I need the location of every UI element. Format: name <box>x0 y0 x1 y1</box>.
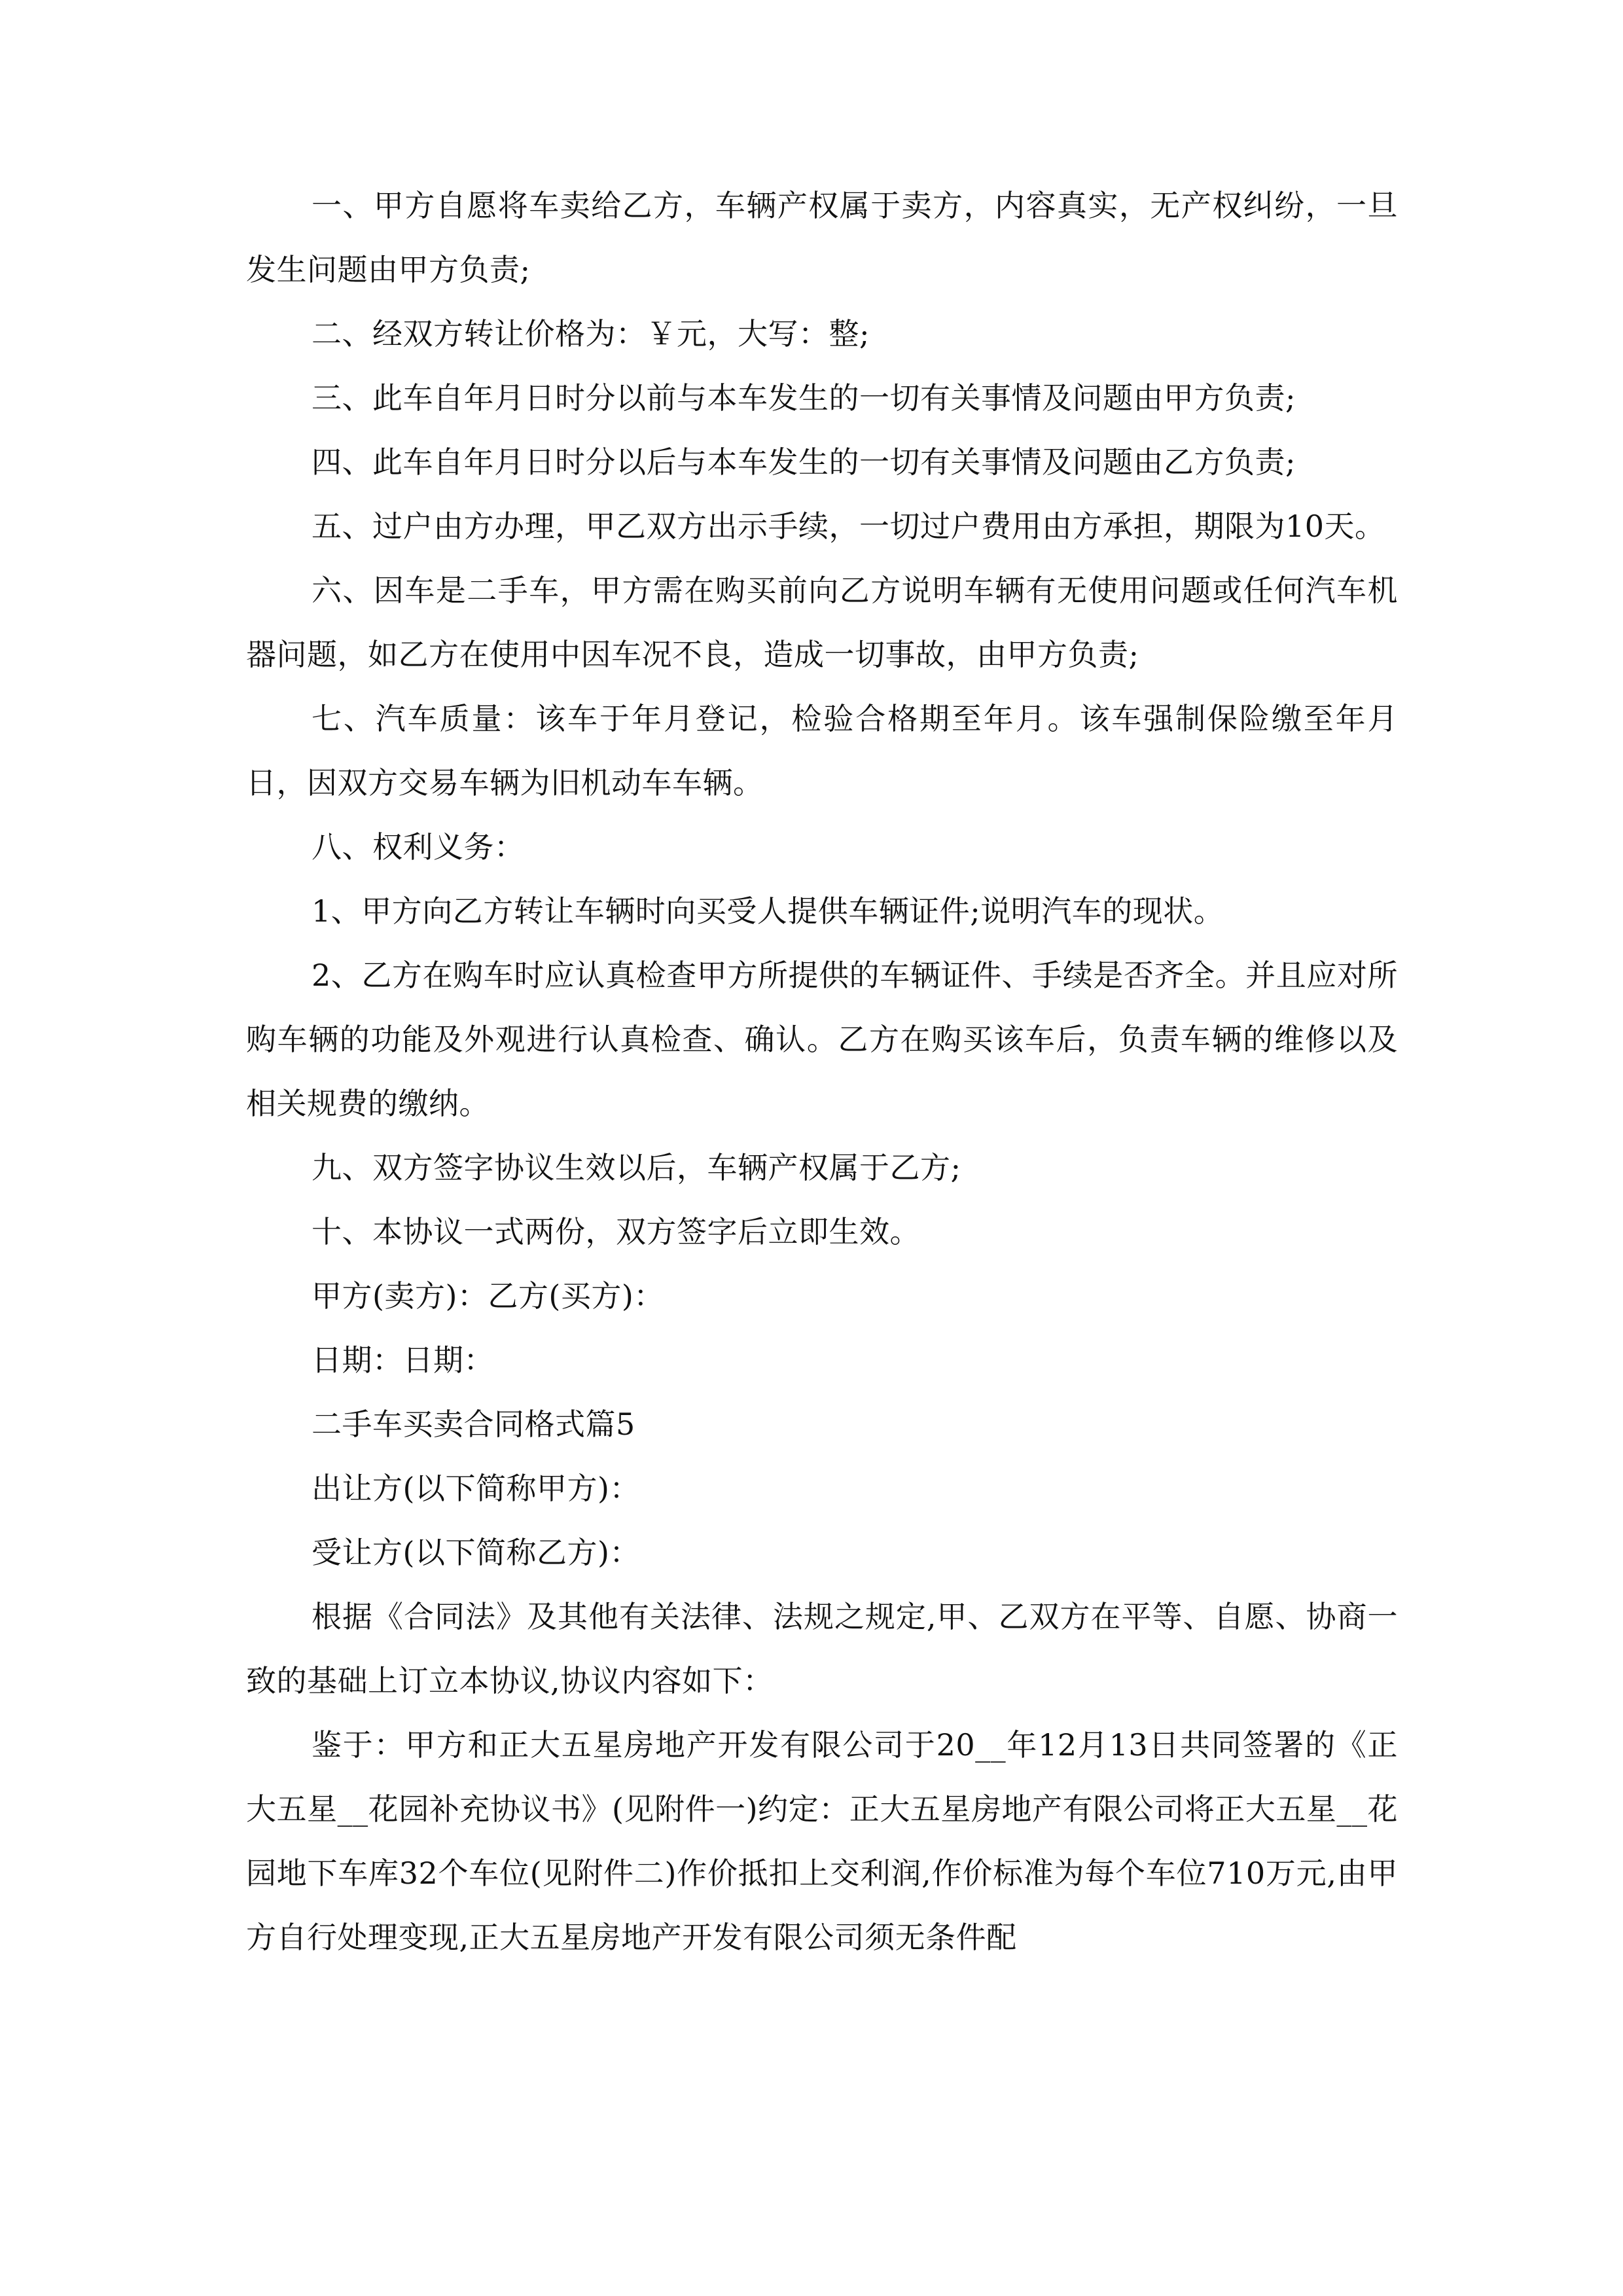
clause-7: 七、汽车质量：该车于年月登记，检验合格期至年月。该车强制保险缴至年月日，因双方交易车辆为旧机动车车辆。 <box>246 701 1398 800</box>
clause-10: 十、本协议一式两份，双方签字后立即生效。 <box>312 1214 920 1249</box>
clause-6: 六、因车是二手车，甲方需在购买前向乙方说明车辆有无使用问题或任何汽车机器问题，如乙方在使用中因车况不良，造成一切事故，由甲方负责; <box>246 573 1398 672</box>
document-body <box>246 173 1398 1969</box>
whereas-paragraph: 鉴于：甲方和正大五星房地产开发有限公司于20__年12月13日共同签署的《正大五星__花园补充协议书》(见附件一)约定：正大五星房地产有限公司将正大五星__花园地下车库32个车位(见附件二)作价抵扣上交利润,作价标准为每个车位710万元,由甲方自行处理变现,正大五星房地产开发有限公司须无条件配 <box>246 1727 1398 1955</box>
clause-9: 九、双方签字协议生效以后，车辆产权属于乙方; <box>312 1150 961 1185</box>
preamble-paragraph: 根据《合同法》及其他有关法律、法规之规定,甲、乙双方在平等、自愿、协商一致的基础上订立本协议,协议内容如下： <box>246 1599 1398 1698</box>
clause-3: 三、此车自年月日时分以前与本车发生的一切有关事情及问题由甲方负责; <box>312 380 1296 416</box>
clause-4: 四、此车自年月日时分以后与本车发生的一切有关事情及问题由乙方负责; <box>312 444 1296 480</box>
clause-8: 八、权利义务： <box>312 829 525 865</box>
transferor-line: 出让方(以下简称甲方)： <box>312 1471 640 1506</box>
transferee-line: 受让方(以下简称乙方)： <box>312 1535 640 1570</box>
clause-2: 二、经双方转让价格为：￥元，大写：整; <box>312 316 870 351</box>
clause-8-item-1: 1、甲方向乙方转让车辆时向买受人提供车辆证件;说明汽车的现状。 <box>312 893 1224 929</box>
clause-1: 一、甲方自愿将车卖给乙方，车辆产权属于卖方，内容真实，无产权纠纷，一旦发生问题由甲方负责; <box>246 188 1398 287</box>
date-line: 日期：日期： <box>312 1342 494 1378</box>
signature-line: 甲方(卖方)：乙方(买方)： <box>312 1278 664 1314</box>
clause-5: 五、过户由方办理，甲乙双方出示手续，一切过户费用由方承担，期限为10天。 <box>312 509 1385 544</box>
section-heading: 二手车买卖合同格式篇5 <box>312 1407 635 1442</box>
clause-8-item-2: 2、乙方在购车时应认真检查甲方所提供的车辆证件、手续是否齐全。并且应对所购车辆的功能及外观进行认真检查、确认。乙方在购买该车后，负责车辆的维修以及相关规费的缴纳。 <box>246 958 1398 1121</box>
